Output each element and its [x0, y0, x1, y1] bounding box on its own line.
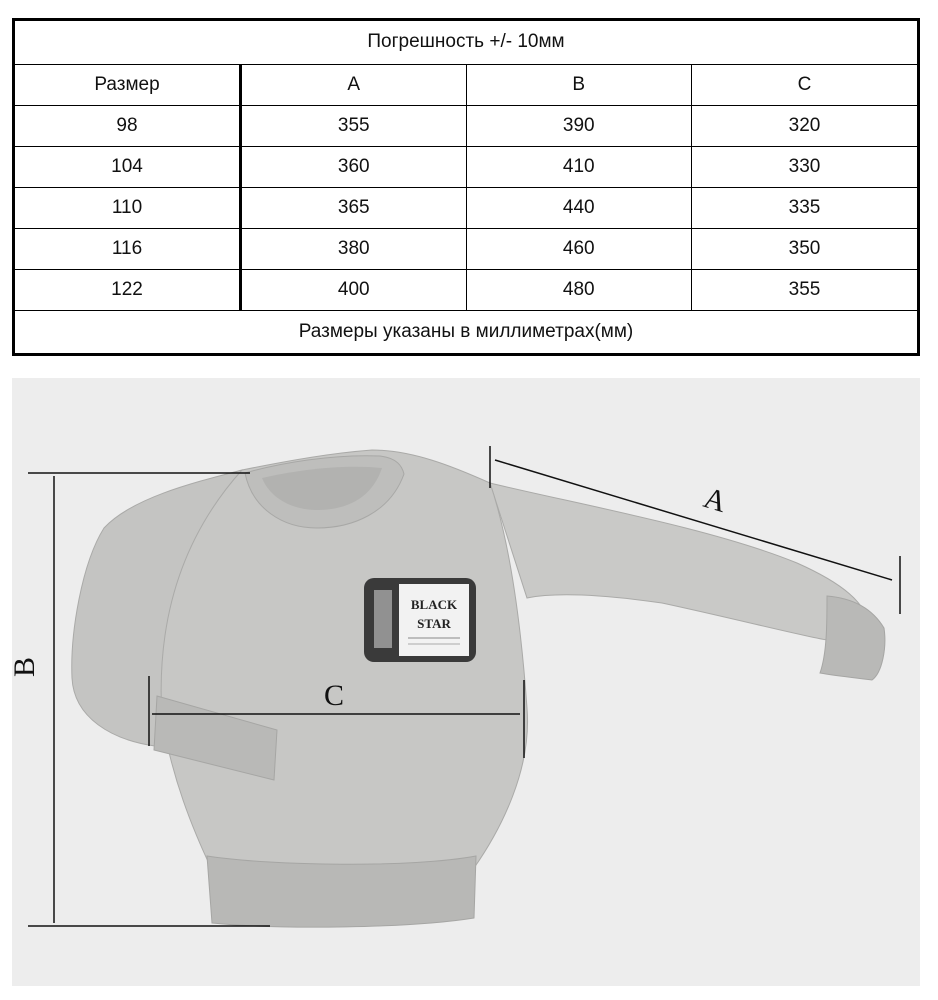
right-sleeve: [490, 483, 870, 640]
cell-size: 116: [15, 228, 241, 269]
cell-c: 355: [692, 269, 918, 310]
cell-b: 390: [466, 105, 692, 146]
cell-a: 360: [241, 146, 467, 187]
header-row: [15, 64, 917, 105]
tolerance-row: [15, 21, 917, 64]
patch-text-line2: STAR: [417, 616, 451, 631]
right-cuff: [820, 596, 885, 680]
chest-patch: [364, 578, 476, 662]
patch-text-line1: BLACK: [410, 597, 458, 612]
measurement-figure: [8, 378, 920, 986]
cell-a: 400: [241, 269, 467, 310]
table-row: [15, 269, 917, 310]
size-table: [12, 18, 920, 356]
cell-c: 350: [692, 228, 918, 269]
units-row: [15, 310, 917, 353]
cell-c: 330: [692, 146, 918, 187]
cell-b: 410: [466, 146, 692, 187]
cell-size: 98: [15, 105, 241, 146]
label-a: A: [699, 481, 731, 520]
label-b: B: [8, 656, 41, 678]
hem-rib: [207, 856, 476, 927]
table-row: [15, 187, 917, 228]
cell-a: 355: [241, 105, 467, 146]
tolerance-note: Погрешность +/- 10мм: [15, 21, 917, 64]
table-row: [15, 105, 917, 146]
header-c: C: [692, 64, 918, 105]
sweatshirt-diagram: [8, 378, 920, 986]
table-row: [15, 228, 917, 269]
header-size: Размер: [15, 64, 241, 105]
cell-a: 365: [241, 187, 467, 228]
cell-c: 335: [692, 187, 918, 228]
units-note: Размеры указаны в миллиметрах(мм): [15, 310, 917, 353]
cell-b: 480: [466, 269, 692, 310]
header-b: B: [466, 64, 692, 105]
cell-size: 110: [15, 187, 241, 228]
label-c: C: [323, 679, 345, 712]
cell-size: 122: [15, 269, 241, 310]
header-a: A: [241, 64, 467, 105]
cell-b: 440: [466, 187, 692, 228]
cell-a: 380: [241, 228, 467, 269]
cell-b: 460: [466, 228, 692, 269]
cell-size: 104: [15, 146, 241, 187]
cell-c: 320: [692, 105, 918, 146]
table-row: [15, 146, 917, 187]
